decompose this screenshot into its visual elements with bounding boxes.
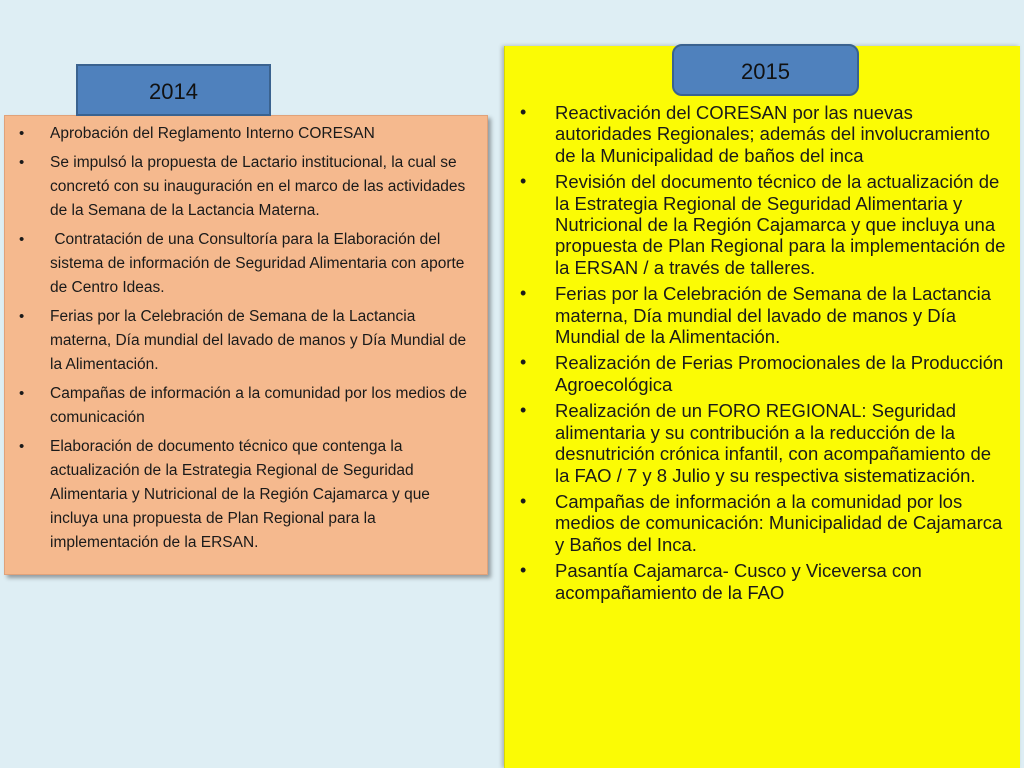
list-2014 (19, 122, 473, 555)
list-item: • Realización de Ferias Promocionales de la Producción Agroecológica (519, 352, 1010, 395)
panel-2015 (504, 46, 1020, 768)
list-item: • Ferias por la Celebración de Semana de la Lactancia materna, Día mundial del lavado de manos y Día Mundial de la Alimentación. (519, 283, 1010, 347)
list-item: • Contratación de una Consultoría para la Elaboración del sistema de información de Seguridad Alimentaria con aporte de Centro Ideas. (19, 228, 473, 300)
list-item: • Ferias por la Celebración de Semana de la Lactancia materna, Día mundial del lavado de manos y Día Mundial de la Alimentación. (19, 305, 473, 377)
list-item: • Elaboración de documento técnico que contenga la actualización de la Estrategia Regional de Seguridad Alimentaria y Nutricional de la Región Cajamarca y que incluya una propuesta de Plan Regional para la implementación de la ERSAN. (19, 435, 473, 555)
year-label-2015: 2015 (672, 44, 859, 96)
year-label-2014: 2014 (76, 64, 271, 116)
list-2015 (519, 102, 1010, 603)
list-item: • Pasantía Cajamarca- Cusco y Viceversa con acompañamiento de la FAO (519, 560, 1010, 603)
list-item: • Se impulsó la propuesta de Lactario institucional, la cual se concretó con su inauguración en el marco de las actividades de la Semana de la Lactancia Materna. (19, 151, 473, 223)
list-item: • Campañas de información a la comunidad por los medios de comunicación (19, 382, 473, 430)
list-item: • Aprobación del Reglamento Interno CORESAN (19, 122, 473, 146)
list-item: • Campañas de información a la comunidad por los medios de comunicación: Municipalidad de Cajamarca y Baños del Inca. (519, 491, 1010, 555)
list-item: • Revisión del documento técnico de la actualización de la Estrategia Regional de Seguridad Alimentaria y Nutricional de la Región Cajamarca y que incluya una propuesta de Plan Regional para la implementación de la ERSAN / a través de talleres. (519, 171, 1010, 278)
list-item: • Reactivación del CORESAN por las nuevas autoridades Regionales; además del involucramiento de la Municipalidad de baños del inca (519, 102, 1010, 166)
panel-2014 (4, 115, 488, 575)
list-item: • Realización de un FORO REGIONAL: Seguridad alimentaria y su contribución a la reducción de la desnutrición crónica infantil, con acompañamiento de la FAO / 7 y 8 Julio y su respectiva sistematización. (519, 400, 1010, 486)
